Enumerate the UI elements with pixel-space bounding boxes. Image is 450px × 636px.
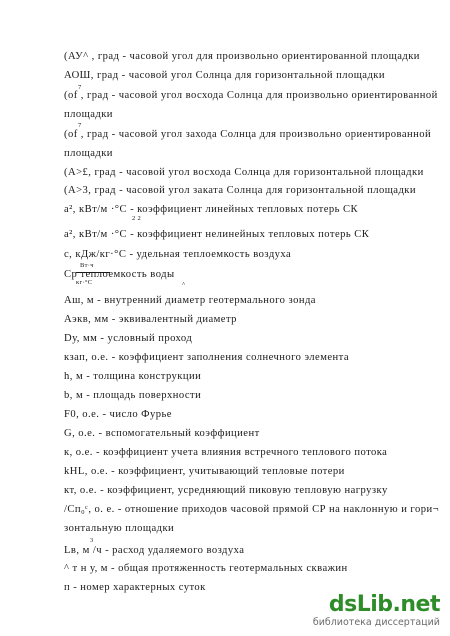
definition-line: (А>3, град - часовой угол заката Солнца для горизонтальной площадки	[64, 185, 417, 196]
definition-line: kHL, о.е. - коэффициент, учитывающий тепловые потери	[64, 466, 345, 477]
superscript: 3	[90, 537, 94, 544]
definition-line: АОШ, град - часовой угол Солнца для горизонтальной площадки	[64, 70, 386, 81]
definition-line: а², кВт/м ·°С - коэффициент нелинейных тепловых потерь СК	[64, 229, 370, 240]
watermark-tagline: библиотека диссертаций	[312, 617, 440, 628]
definition-line: (АУ^ , град - часовой угол для произвольно ориентированной площадки	[64, 51, 420, 62]
definition-line: h, м - толщина конструкции	[64, 371, 202, 382]
definition-line: F0, о.е. - число Фурье	[64, 409, 172, 420]
superscript: 7	[78, 122, 82, 129]
definition-line: кзап, о.е. - коэффициент заполнения солнечного элемента	[64, 352, 349, 363]
definition-line: ^ т н у, м - общая протяженность геотермальных скважин	[64, 563, 348, 574]
definition-line: Аш, м - внутренний диаметр геотермального зонда	[64, 295, 316, 306]
fraction-bar	[76, 272, 110, 273]
definition-line-continuation: зонтальную площадки	[64, 523, 175, 534]
definition-line: п - номер характерных суток	[64, 582, 206, 593]
definition-line-continuation: площадки	[64, 148, 113, 159]
definition-line: к, о.е. - коэффициент учета влияния встречного теплового потока	[64, 447, 388, 458]
definition-line: Dу, мм - условный проход	[64, 333, 193, 344]
definition-line: Lв, м /ч - расход удаляемого воздуха	[64, 545, 245, 556]
definition-line: b, м - площадь поверхности	[64, 390, 202, 401]
watermark-logo: dsLib.net	[328, 592, 440, 617]
fraction-denominator: кг·°С	[76, 279, 93, 286]
caret-mark: ^	[182, 281, 186, 288]
definition-line: (of , град - часовой угол восхода Солнца для произвольно ориентированной	[64, 90, 438, 101]
site-watermark	[312, 592, 440, 630]
definition-line: кт, о.е. - коэффициент, усредняющий пиковую тепловую нагрузку	[64, 485, 388, 496]
definition-line: с, кДж/кг·°С - удельная теплоемкость воздуха	[64, 249, 292, 260]
superscript: 7	[78, 84, 82, 91]
definition-line-continuation: площадки	[64, 109, 113, 120]
definition-line: (of , град - часовой угол захода Солнца для произвольно ориентированной	[64, 129, 432, 140]
definition-line: Аэкв, мм - эквивалентный диаметр	[64, 314, 237, 325]
definition-line: /Сп₀ᶜ, о. е. - отношение приходов часовой прямой СР на наклонную и гори¬	[64, 504, 439, 515]
definition-line: G, о.е. - вспомогательный коэффициент	[64, 428, 260, 439]
definition-line: Cp теплоемкость воды	[64, 269, 175, 280]
definition-line: (А>£, град - часовой угол восхода Солнца для горизонтальной площадки	[64, 167, 424, 178]
definition-line: а², кВт/м ·°С - коэффициент линейных тепловых потерь СК	[64, 204, 359, 215]
fraction-numerator: Вт·ч	[80, 262, 94, 269]
subscript: 2 2	[132, 215, 142, 222]
